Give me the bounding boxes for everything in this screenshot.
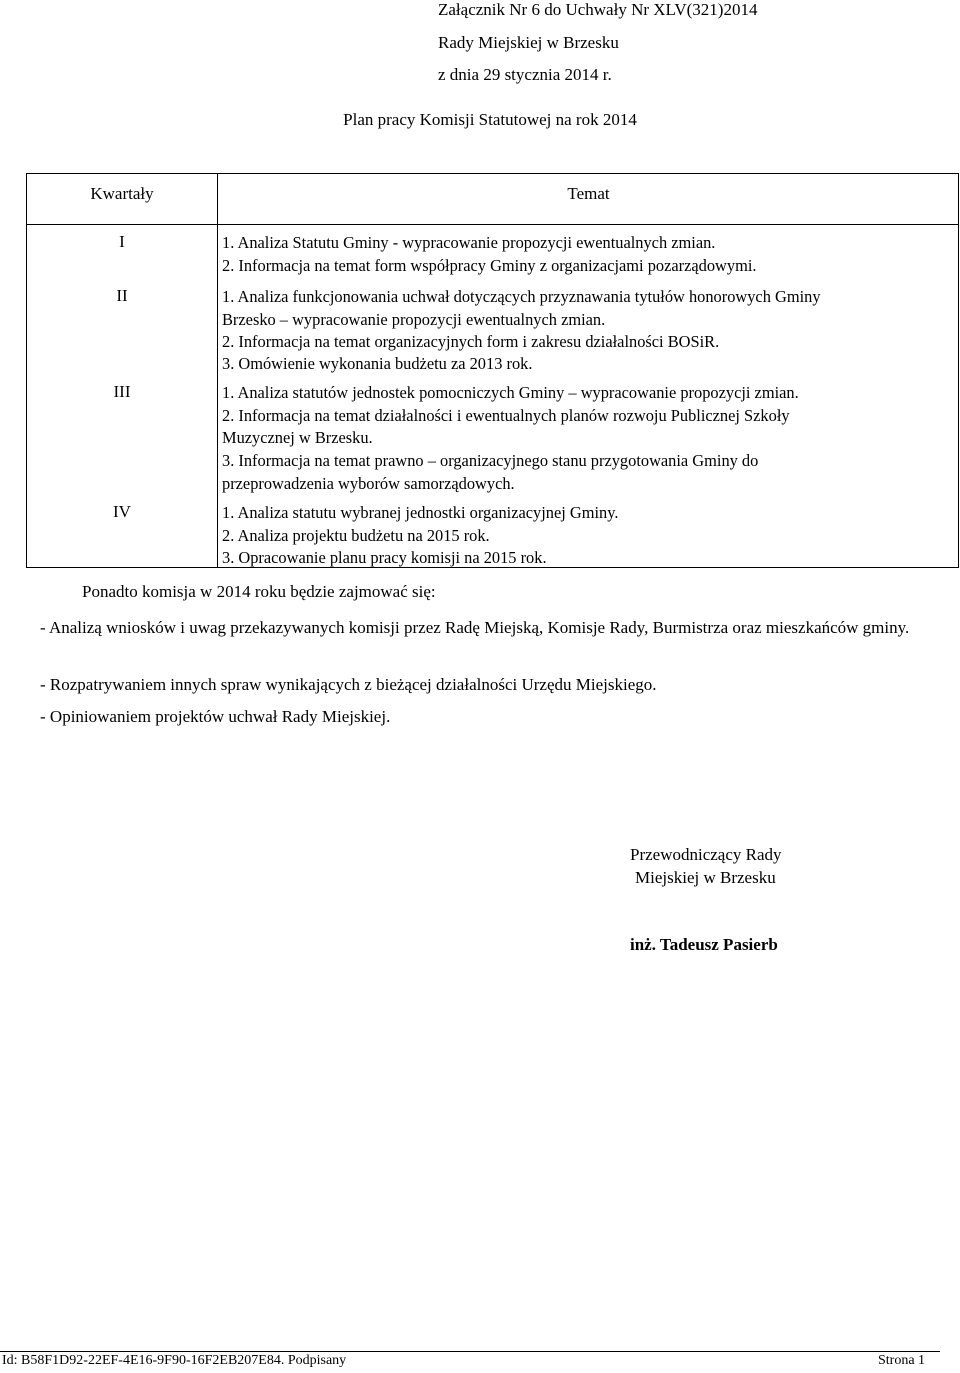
topic-line: 3. Informacja na temat prawno – organizacyjnego stanu przygotowania Gminy do <box>222 451 759 470</box>
topic-line: 2. Analiza projektu budżetu na 2015 rok. <box>222 526 490 545</box>
table-header-divider <box>27 224 958 225</box>
additional-task-item: - Analizą wniosków i uwag przekazywanych komisji przez Radę Miejską, Komisje Rady, Burmistrza oraz mieszkańców gminy. <box>40 618 910 637</box>
table-column-divider <box>217 174 218 567</box>
topic-line: 2. Informacja na temat organizacyjnych form i zakresu działalności BOSiR. <box>222 332 720 351</box>
date-line: z dnia 29 stycznia 2014 r. <box>438 65 612 84</box>
topic-line: Muzycznej w Brzesku. <box>222 428 373 447</box>
footer-divider <box>0 1351 940 1352</box>
signatory-title: Miejskiej w Brzesku <box>635 868 776 887</box>
work-plan-table <box>26 173 959 568</box>
topic-line: 1. Analiza Statutu Gminy - wypracowanie propozycji ewentualnych zmian. <box>222 233 716 252</box>
additional-task-item: - Opiniowaniem projektów uchwał Rady Miejskiej. <box>40 707 391 726</box>
additional-task-item: - Rozpatrywaniem innych spraw wynikających z bieżącej działalności Urzędu Miejskiego. <box>40 675 657 694</box>
column-header-quarters: Kwartały <box>90 184 154 203</box>
document-title: Plan pracy Komisji Statutowej na rok 2014 <box>343 110 637 129</box>
column-header-topic: Temat <box>567 184 610 203</box>
quarter-label-iii: III <box>113 382 131 401</box>
topic-line: 1. Analiza funkcjonowania uchwał dotyczących przyznawania tytułów honorowych Gminy <box>222 287 821 306</box>
document-id: Id: B58F1D92-22EF-4E16-9F90-16F2EB207E84. Podpisany <box>2 1353 347 1368</box>
quarter-label-i: I <box>119 232 125 251</box>
additional-tasks-intro: Ponadto komisja w 2014 roku będzie zajmować się: <box>82 582 436 601</box>
topic-line: 3. Opracowanie planu pracy komisji na 2015 rok. <box>222 548 547 567</box>
signatory-name: inż. Tadeusz Pasierb <box>630 935 778 954</box>
quarter-label-ii: II <box>116 286 128 305</box>
attachment-header-line: Załącznik Nr 6 do Uchwały Nr XLV(321)2014 <box>438 0 758 19</box>
topic-line: 2. Informacja na temat działalności i ewentualnych planów rozwoju Publicznej Szkoły <box>222 406 790 425</box>
page-number: Strona 1 <box>878 1353 926 1368</box>
topic-line: 1. Analiza statutu wybranej jednostki organizacyjnej Gminy. <box>222 503 619 522</box>
topic-line: Brzesko – wypracowanie propozycji ewentualnych zmian. <box>222 310 606 329</box>
topic-line: 2. Informacja na temat form współpracy Gminy z organizacjami pozarządowymi. <box>222 256 757 275</box>
quarter-label-iv: IV <box>113 502 131 521</box>
signatory-title: Przewodniczący Rady <box>630 845 782 864</box>
topic-line: 3. Omówienie wykonania budżetu za 2013 rok. <box>222 354 533 373</box>
topic-line: przeprowadzenia wyborów samorządowych. <box>222 474 515 493</box>
topic-line: 1. Analiza statutów jednostek pomocniczych Gminy – wypracowanie propozycji zmian. <box>222 383 799 402</box>
council-name-line: Rady Miejskiej w Brzesku <box>438 33 619 52</box>
